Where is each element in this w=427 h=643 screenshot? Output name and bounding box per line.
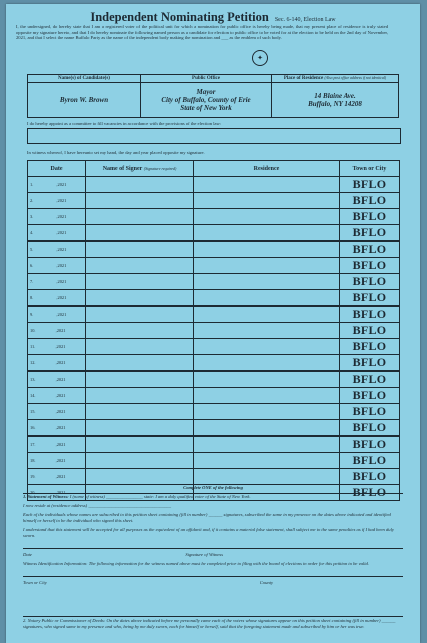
signer-column-header xyxy=(86,161,194,177)
town-cell[interactable]: BFLO xyxy=(340,436,400,453)
public-office-value: Mayor City of Buffalo, County of Erie State of New York xyxy=(141,83,272,118)
signer-name-cell[interactable] xyxy=(86,388,194,404)
signature-row xyxy=(28,306,400,323)
signer-name-cell[interactable] xyxy=(86,241,194,258)
year-prefix: , xyxy=(55,458,57,463)
signature-date-cell[interactable] xyxy=(28,209,86,225)
witness-whereof-text: In witness whereof, I have hereunto set my hand, the day and year placed opposite my signature. xyxy=(27,150,205,155)
town-cell[interactable]: BFLO xyxy=(340,177,400,193)
year-prefix: , xyxy=(55,344,57,349)
signer-residence-cell[interactable] xyxy=(194,225,340,242)
town-cell[interactable]: BFLO xyxy=(340,306,400,323)
year-prefix: , xyxy=(55,490,57,495)
year-prefix: , xyxy=(55,360,57,365)
year-prefix: , xyxy=(56,230,58,235)
town-label: Town or City xyxy=(23,580,47,585)
notary-statement xyxy=(23,618,403,630)
signer-name-cell[interactable] xyxy=(86,469,194,485)
town-cell[interactable]: BFLO xyxy=(340,485,400,501)
town-county-labels xyxy=(23,580,403,586)
signature-date-cell[interactable] xyxy=(28,339,86,355)
signature-row xyxy=(28,177,400,193)
signature-row xyxy=(28,436,400,453)
signer-residence-cell[interactable] xyxy=(194,420,340,437)
statement-title: 1. Statement of Witness: xyxy=(23,494,69,499)
signer-name-cell[interactable] xyxy=(86,274,194,290)
candidate-name-header: Name(s) of Candidate(s) xyxy=(28,75,141,83)
town-column-header: Town or City xyxy=(340,161,400,177)
town-cell[interactable]: BFLO xyxy=(340,453,400,469)
signature-rows xyxy=(28,177,400,501)
signature-date-cell[interactable] xyxy=(28,355,86,372)
signer-name-cell[interactable] xyxy=(86,193,194,209)
signature-row xyxy=(28,225,400,242)
town-cell[interactable]: BFLO xyxy=(340,274,400,290)
complete-one-heading: Complete ONE of the following xyxy=(183,485,243,490)
row-year: 2021 xyxy=(56,377,66,382)
signature-date-cell[interactable] xyxy=(28,323,86,339)
signer-name-cell[interactable] xyxy=(86,323,194,339)
row-year: 2021 xyxy=(56,442,66,447)
signer-residence-cell[interactable] xyxy=(194,306,340,323)
signer-column-label: Name of Signer xyxy=(102,165,143,172)
year-prefix: , xyxy=(55,409,57,414)
public-office-header: Public Office xyxy=(141,75,272,83)
row-number: 14. xyxy=(30,393,36,398)
signature-row xyxy=(28,388,400,404)
signature-table xyxy=(27,160,400,501)
row-number: 15. xyxy=(30,409,36,414)
signature-date-cell[interactable] xyxy=(28,241,86,258)
residence-header xyxy=(272,75,399,83)
row-year: 2021 xyxy=(57,295,67,300)
signer-name-cell[interactable] xyxy=(86,306,194,323)
form-title-row xyxy=(6,10,420,25)
signer-name-cell[interactable] xyxy=(86,177,194,193)
signer-residence-cell[interactable] xyxy=(194,241,340,258)
residence-header-note: (Also post office address if not identical) xyxy=(324,76,387,80)
signer-residence-cell[interactable] xyxy=(194,388,340,404)
signer-name-cell[interactable] xyxy=(86,355,194,372)
signer-name-cell[interactable] xyxy=(86,420,194,437)
candidate-name: Byron W. Brown xyxy=(28,83,141,118)
date-column-header: Date xyxy=(28,161,86,177)
row-year: 2021 xyxy=(57,214,67,219)
town-cell[interactable]: BFLO xyxy=(340,323,400,339)
signature-row xyxy=(28,258,400,274)
signer-residence-cell[interactable] xyxy=(194,323,340,339)
row-number: 9. xyxy=(30,312,34,317)
signature-row xyxy=(28,339,400,355)
year-prefix: , xyxy=(56,198,58,203)
row-number: 5. xyxy=(30,247,34,252)
year-prefix: , xyxy=(55,474,57,479)
residence-header-label: Place of Residence xyxy=(283,76,324,81)
year-prefix: , xyxy=(55,442,57,447)
year-prefix: , xyxy=(56,279,58,284)
date-signature-labels xyxy=(23,552,403,558)
row-number: 6. xyxy=(30,263,34,268)
signature-date-cell[interactable] xyxy=(28,274,86,290)
town-cell[interactable]: BFLO xyxy=(340,355,400,372)
signature-row xyxy=(28,469,400,485)
signature-row xyxy=(28,355,400,372)
notary-text: 2. Notary Public or Commissioner of Deeds: On the dates above indicated before me personally came each of the voters whose signatures appear on this petition sheet containing (fill in number) ______ signatures, who signed same in my presence and who, being by me duly sworn, each for himself or herself, said that the foregoing statement made and subscribed by him or her was true. xyxy=(23,618,396,629)
signature-date-cell[interactable] xyxy=(28,258,86,274)
date-label: Date xyxy=(23,552,32,557)
row-number: 3. xyxy=(30,214,34,219)
signer-residence-cell[interactable] xyxy=(194,436,340,453)
town-cell[interactable]: BFLO xyxy=(340,290,400,307)
row-year: 2021 xyxy=(57,182,67,187)
signature-date-cell[interactable] xyxy=(28,469,86,485)
row-year: 2021 xyxy=(57,263,67,268)
year-prefix: , xyxy=(55,377,57,382)
row-number: 12. xyxy=(30,360,36,365)
signature-date-cell[interactable] xyxy=(28,371,86,388)
statement-of-witness xyxy=(23,493,403,617)
year-prefix: , xyxy=(56,214,58,219)
statement-line-1: I (name of witness) ________________ state: I am a duly qualified voter of the State of New York. xyxy=(69,494,251,499)
row-year: 2021 xyxy=(56,328,66,333)
signer-name-cell[interactable] xyxy=(86,404,194,420)
signer-residence-cell[interactable] xyxy=(194,355,340,372)
town-cell[interactable]: BFLO xyxy=(340,193,400,209)
signer-name-cell[interactable] xyxy=(86,436,194,453)
emblem-icon: ✦ xyxy=(252,50,268,66)
row-number: 13. xyxy=(30,377,36,382)
signer-residence-cell[interactable] xyxy=(194,469,340,485)
year-prefix: , xyxy=(55,425,57,430)
row-year: 2021 xyxy=(57,198,67,203)
signer-residence-cell[interactable] xyxy=(194,339,340,355)
row-number: 16. xyxy=(30,425,36,430)
town-cell[interactable]: BFLO xyxy=(340,225,400,242)
row-number: 20. xyxy=(30,490,36,495)
year-prefix: , xyxy=(56,295,58,300)
residence-column-header: Residence xyxy=(194,161,340,177)
row-year: 2021 xyxy=(56,474,66,479)
signature-date-cell[interactable] xyxy=(28,453,86,469)
row-number: 19. xyxy=(30,474,36,479)
year-prefix: , xyxy=(56,263,58,268)
signature-row xyxy=(28,404,400,420)
row-year: 2021 xyxy=(57,230,67,235)
row-year: 2021 xyxy=(56,393,66,398)
row-number: 18. xyxy=(30,458,36,463)
statement-line-3: Each of the individuals whose names are subscribed to this petition sheet containing (fill in number) ______ signatures, subscribed the same in my presence on the dates above indicated and identified himself or herself to be the individual who signed this sheet. xyxy=(23,512,391,523)
row-year: 2021 xyxy=(57,247,67,252)
signature-row xyxy=(28,453,400,469)
row-year: 2021 xyxy=(56,490,66,495)
row-number: 10. xyxy=(30,328,36,333)
year-prefix: , xyxy=(56,247,58,252)
town-cell[interactable]: BFLO xyxy=(340,469,400,485)
row-year: 2021 xyxy=(56,425,66,430)
row-year: 2021 xyxy=(57,279,67,284)
signature-date-cell[interactable] xyxy=(28,225,86,242)
signature-row xyxy=(28,193,400,209)
row-number: 8. xyxy=(30,295,34,300)
row-year: 2021 xyxy=(57,312,67,317)
statement-line-4: I understand that this statement will be accepted for all purposes as the equivalent of an affidavit and, if it contains a material false statement, shall subject me to the same penalties as if I had been duly sworn. xyxy=(23,527,394,538)
signature-row xyxy=(28,290,400,307)
signature-row xyxy=(28,371,400,388)
row-number: 11. xyxy=(30,344,36,349)
county-label: County xyxy=(259,580,273,585)
signature-date-cell[interactable] xyxy=(28,436,86,453)
signature-date-cell[interactable] xyxy=(28,177,86,193)
witness-signature-label: Signature of Witness xyxy=(185,552,223,557)
town-cell[interactable]: BFLO xyxy=(340,420,400,437)
signer-name-cell[interactable] xyxy=(86,339,194,355)
row-year: 2021 xyxy=(56,458,66,463)
signature-row xyxy=(28,274,400,290)
signer-column-note: (Signature required) xyxy=(143,165,177,171)
signer-name-cell[interactable] xyxy=(86,453,194,469)
town-cell[interactable]: BFLO xyxy=(340,209,400,225)
signature-date-cell[interactable] xyxy=(28,420,86,437)
signature-line[interactable] xyxy=(23,542,403,549)
year-prefix: , xyxy=(56,182,58,187)
candidate-table xyxy=(27,74,399,118)
signer-residence-cell[interactable] xyxy=(194,209,340,225)
signer-name-cell[interactable] xyxy=(86,209,194,225)
row-number: 4. xyxy=(30,230,34,235)
row-number: 1. xyxy=(30,182,34,187)
signer-residence-cell[interactable] xyxy=(194,177,340,193)
signature-row xyxy=(28,420,400,437)
row-year: 2021 xyxy=(56,344,66,349)
signer-residence-cell[interactable] xyxy=(194,404,340,420)
signer-residence-cell[interactable] xyxy=(194,371,340,388)
row-number: 7. xyxy=(30,279,34,284)
signer-residence-cell[interactable] xyxy=(194,274,340,290)
row-number: 17. xyxy=(30,442,36,447)
signer-residence-cell[interactable] xyxy=(194,453,340,469)
signature-date-cell[interactable] xyxy=(28,388,86,404)
signature-row xyxy=(28,209,400,225)
year-prefix: , xyxy=(55,393,57,398)
signature-date-cell[interactable] xyxy=(28,404,86,420)
petition-sheet xyxy=(6,4,420,643)
town-cell[interactable]: BFLO xyxy=(340,241,400,258)
row-year: 2021 xyxy=(56,360,66,365)
form-title: Independent Nominating Petition xyxy=(90,10,269,24)
signer-residence-cell[interactable] xyxy=(194,258,340,274)
signature-row xyxy=(28,241,400,258)
intro-paragraph: I, the undersigned, do hereby state that I am a registered voter of the political unit for which a nomination for public office is hereby being made, that my present place of residence is truly stated opposite my signature hereto, and that I do hereby nominate the following named person as a candidate for election to public office to be voted for at the election to be held on the 2nd day of November, 2021, and that I select the name Buffalo Party as the name of the independent body making the nomination and ___ as the emblem of such body. xyxy=(16,24,388,41)
committee-statement: I do hereby appoint as a committee to fill vacancies in accordance with the provisions of the election law: xyxy=(27,121,222,126)
signature-date-cell[interactable] xyxy=(28,193,86,209)
town-cell[interactable]: BFLO xyxy=(340,339,400,355)
signer-name-cell[interactable] xyxy=(86,290,194,307)
signer-name-cell[interactable] xyxy=(86,258,194,274)
town-cell[interactable]: BFLO xyxy=(340,371,400,388)
year-prefix: , xyxy=(56,312,58,317)
signer-residence-cell[interactable] xyxy=(194,193,340,209)
statement-line-2: I now reside at (residence address) ____________________________________ xyxy=(23,503,172,508)
signature-date-cell[interactable] xyxy=(28,306,86,323)
signature-date-cell[interactable] xyxy=(28,290,86,307)
witness-id-info: Witness Identification Information: The following information for the witness named above must be completed prior to filing with the board of elections in order for this petition to be valid. xyxy=(23,561,369,566)
signature-row xyxy=(28,323,400,339)
witness-address-line[interactable] xyxy=(23,570,403,577)
row-number: 2. xyxy=(30,198,34,203)
town-cell[interactable]: BFLO xyxy=(340,388,400,404)
year-prefix: , xyxy=(55,328,57,333)
candidate-residence: 14 Blaine Ave. Buffalo, NY 14208 xyxy=(272,83,399,118)
town-cell[interactable]: BFLO xyxy=(340,258,400,274)
committee-field[interactable] xyxy=(27,128,401,144)
signer-residence-cell[interactable] xyxy=(194,290,340,307)
signer-name-cell[interactable] xyxy=(86,371,194,388)
town-cell[interactable]: BFLO xyxy=(340,404,400,420)
law-reference: Sec. 6-140, Election Law xyxy=(274,17,336,23)
signer-name-cell[interactable] xyxy=(86,225,194,242)
row-year: 2021 xyxy=(56,409,66,414)
